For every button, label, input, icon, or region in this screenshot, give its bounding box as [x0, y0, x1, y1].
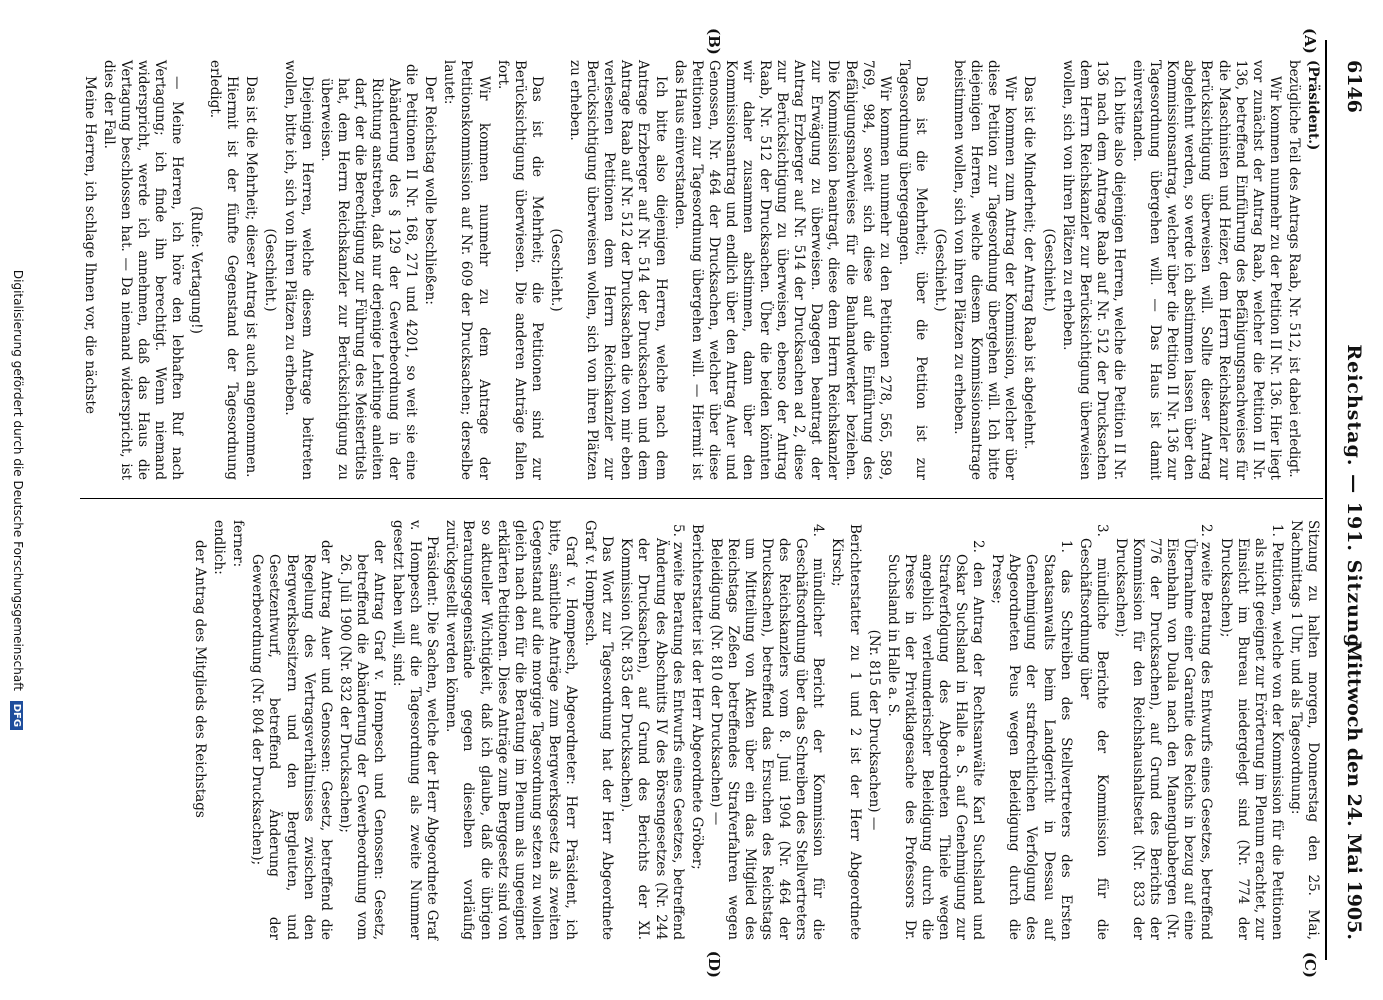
- running-title: Reichstag. — 191. Sitzung.: [1343, 344, 1365, 656]
- paragraph: Das ist die Mehrheit; die Petitionen sind zur Berücksichtigung überwiesen. Die anderen Anträge fallen fort.: [494, 60, 545, 480]
- stage-direction: (Rufe: Vertagung!): [188, 206, 205, 334]
- stage-direction: (Geschieht.): [932, 228, 949, 312]
- agenda-subitem: 2. den Antrag der Rechtsanwälte Karl Suchsland und Oskar Suchsland in Halle a. S. auf Genehmigung zur Strafverfolgung des Abgeordneten Thiele wegen angeblich verleumderischer Beleidigung durch die Presse in der Privatklagesache des Professors Dr. Suchsland in Halle a. S.: [884, 540, 987, 940]
- agenda-item: 3. mündliche Berichte der Kommission für die Geschäftsordnung über: [1076, 524, 1110, 940]
- digitization-footer: [10, 0, 25, 1000]
- agenda-subitem: 1. das Schreiben des Stellvertreters des Ersten Staatsanwalts beim Landgericht in Dessau auf Genehmigung der strafrechtlichen Verfolgung des Abgeordneten Peus wegen Beleidigung durch die Presse;: [989, 540, 1074, 940]
- paragraph: Ich bitte also diejenigen Herren, welche nach dem Antrage Erzberger auf Nr. 514 der Drucksachen und dem Antrage Raab auf Nr. 512 der Drucksachen die von mir eben verlesenen Petitionen dem Herrn Reichskanzler zur Berücksichtigung überweisen wollen, sich von ihren Plätzen zu erheben.: [567, 60, 669, 480]
- margin-letter-c: (C): [1301, 951, 1319, 978]
- agenda-item: 5. zweite Beratung des Entwurfs eines Gesetzes, betreffend Änderung des Abschnitts IV des Börsengesetzes (Nr. 244 der Drucksachen), auf Grund des Berichts der XI. Kommission (Nr. 835 der Drucksachen).: [618, 524, 686, 940]
- header-rule: [1325, 40, 1327, 960]
- paragraph: Der Reichstag wolle beschließen:: [422, 76, 439, 305]
- paragraph: Ich bitte also diejenigen Herren, welche die Petition II Nr. 136 nach dem Antrage Raab auf Nr. 512 der Drucksachen dem Herrn Reichskanzler zur Berücksichtigung überweisen wollen, sich von ihren Plätzen zu erheben.: [1059, 60, 1127, 480]
- motion-item: der Antrag des Mitglieds des Reichstags: [192, 540, 209, 818]
- paragraph: Präsident: Die Sachen, welche der Herr Abgeordnete Graf v. Hompesch auf die Tagesordnung als zweite Nummer gesetzt haben will, sind:: [390, 520, 441, 940]
- paragraph: Meine Herren, ich schlage Ihnen vor, die nächste: [81, 76, 98, 414]
- paragraph: bezügliche Teil des Antrags Raab, Nr. 512, ist dabei erledigt.: [1285, 60, 1302, 478]
- agenda-item: 2. zweite Beratung des Entwurfs eines Gesetzes, betreffend Übernahme einer Garantie des Reichs in bezug auf eine Eisenbahn von Duala nach den Manengubabergen (Nr. 776 der Drucksachen), auf Grund des Berichts der Kommission für den Reichshaushaltsetat (Nr. 833 der Drucksachen);: [1112, 524, 1215, 940]
- paragraph: Wir kommen nunmehr zu der Petition II Nr. 136. Hier liegt vor zunächst der Antrag Raab, welcher die Petition II Nr. 136, betreffend Einführung des Befähigungsnachweises für die Maschinisten und Heizer, dem Herrn Reichskanzler zur Berücksichtigung überweisen will. Sollte dieser Antrag abgelehnt werden, so werde ich abstimmen lassen über den Kommissionsantrag, welcher über die Petition II Nr. 136 zur Tagesordnung übergehen will. — Das Haus ist damit einverstanden.: [1130, 60, 1283, 480]
- footer-text: Digitalisierung gefördert durch die Deutsche Forschungsgemeinschaft: [11, 269, 25, 691]
- paragraph: Wir kommen nunmehr zu den Petitionen 278, 565, 589, 769, 984, soweit sich diese auf die Einführung des Befähigungsnachweises für die Bauhandwerker beziehen. Die Kommission beantragt, diese dem Herrn Reichskanzler zur Erwägung zu überweisen. Dagegen beantragt der Antrag Erzberger auf Nr. 514 der Drucksachen ad 2, diese zur Berücksichtigung zu überweisen, ebenso der Antrag Raab, Nr. 512 der Drucksachen. Über die beiden könnten wir daher zusammen abstimmen, dann über den Kommissionsantrag und endlich über den Antrag Auer und Genossen, Nr. 464 der Drucksachen, welcher über diese Petitionen zur Tagesordnung übergehen will. — Hiermit ist das Haus einverstanden.: [671, 60, 893, 480]
- motion-text: die Petitionen II Nr. 168, 271 und 4201, so weit sie eine Abänderung des § 129 der Gewerbeordnung in der Richtung anstreben, daß nur derjenige Lehrlinge anleiten darf, der die Berechtigung zur Führung des Meistertitels hat, dem Herrn Reichskanzler zur Berücksichtigung zu überweisen.: [317, 64, 420, 480]
- paragraph: Das ist die Minderheit; der Antrag Raab ist abgelehnt.: [1021, 76, 1038, 450]
- paragraph: Das ist die Mehrheit; dieser Antrag ist auch angenommen.: [243, 76, 260, 478]
- reference-line: (Nr. 815 der Drucksachen) —: [865, 629, 882, 831]
- page-header: [1329, 60, 1369, 940]
- right-column: [189, 520, 1321, 940]
- motion-item: der Antrag Auer und Genossen: Gesetz, betreffend die Regelung des Vertragsverhältnisses zwischen den Bergwerksbesitzern und den Bergleuten, und Gesetzentwurf, betreffend Änderung der Gewerbeordnung (Nr. 804 der Drucksachen);: [249, 540, 334, 940]
- column-separator: [80, 498, 1323, 499]
- agenda-item: 4. mündlicher Bericht der Kommission für die Geschäftsordnung über das Schreiben des Stellvertreters des Reichskanzlers vom 8. Juni 1904 (Nr. 464 der Drucksachen), betreffend das Ersuchen des Reichstags um Mitteilung von Akten über ein das Mitglied des Reichstags Zeßen betreffendes Strafverfahren wegen Beleidigung (Nr. 810 der Drucksachen) —: [707, 524, 827, 940]
- margin-letter-d: (D): [705, 950, 723, 978]
- dfg-logo-icon: DFG: [10, 701, 23, 730]
- paragraph: Sitzung zu halten morgen, Donnerstag den 25. Mai, Nachmittags 1 Uhr, und als Tagesordnung:: [1287, 520, 1321, 940]
- motion-item: der Antrag Graf v. Hompesch und Genossen: Gesetz, betreffend die Abänderung der Gewerbeordnung vom 26. Juli 1900 (Nr. 832 der Drucksachen);: [336, 540, 388, 940]
- stage-direction: (Geschieht.): [1040, 228, 1057, 312]
- speaker-label: (Präsident.): [1305, 60, 1321, 151]
- rapporteur-line: Berichterstatter ist der Herr Abgeordnete Gröber;: [688, 524, 705, 870]
- agenda-item: 1. Petitionen, welche von der Kommission für die Petitionen als nicht geeignet zur Erörterung im Plenum erachtet, zur Einsicht im Bureau niedergelegt sind (Nr. 774 der Drucksachen);: [1217, 524, 1285, 940]
- margin-letter-a: (A): [1301, 28, 1319, 54]
- paragraph: Das Wort zur Tagesordnung hat der Herr Abgeordnete Graf v. Hompesch.: [582, 520, 616, 940]
- rapporteur-line: Berichterstatter zu 1 und 2 ist der Herr Abgeordnete Kirsch;: [829, 524, 863, 940]
- paragraph: Wir kommen nunmehr zu dem Antrage der Petitionskommission auf Nr. 609 der Drucksachen; derselbe lautet:: [441, 60, 492, 480]
- session-date: Mittwoch den 24. Mai 1905.: [1343, 641, 1365, 940]
- paragraph: — Meine Herren, ich höre den lebhaften Ruf nach Vertagung; ich finde ihn berechtigt. Wenn niemand widerspricht, werde ich annehmen, daß das Haus die Vertagung beschlossen hat. — Da niemand widerspricht, ist dies der Fall.: [100, 60, 185, 480]
- paragraph: Diejenigen Herren, welche diesem Antrage beitreten wollen, bitte ich, sich von ihren Plätzen zu erheben.: [281, 60, 315, 480]
- stage-direction: (Geschieht.): [547, 228, 564, 312]
- left-column: [78, 60, 1321, 480]
- paragraph: Wir kommen zum Antrag der Kommission, welcher über diese Petition zur Tagesordnung übergehen will. Ich bitte diejenigen Herren, welche diesem Kommissionsantrage beistimmen wollen, sich von ihren Plätzen zu erheben.: [951, 60, 1019, 480]
- paragraph: ferner:: [230, 520, 247, 568]
- page-number: 6146: [1343, 60, 1365, 113]
- paragraph: Graf v. Hompesch, Abgeordneter: Herr Präsident, ich bitte, sämtliche Anträge zum Bergwerksgesetz als zweiten Gegenstand auf die morgige Tagesordnung setzen zu wollen gleich nach den für die Beratung im Plenum als ungeeignet erklärten Petitionen. Diese Anträge zum Berggesetz sind von so aktueller Wichtigkeit, daß ich glaube, daß die übrigen Beratungsgegenstände gegen dieselben vorläufig zurückgestellt werden können.: [443, 520, 580, 940]
- stage-direction: (Geschieht.): [262, 228, 279, 312]
- paragraph: Das ist die Mehrheit; über die Petition ist zur Tagesordnung übergegangen.: [895, 60, 929, 480]
- margin-letter-b: (B): [705, 28, 723, 55]
- paragraph: endlich:: [211, 520, 228, 575]
- paragraph: Hiermit ist der fünfte Gegenstand der Tagesordnung erledigt.: [207, 60, 241, 480]
